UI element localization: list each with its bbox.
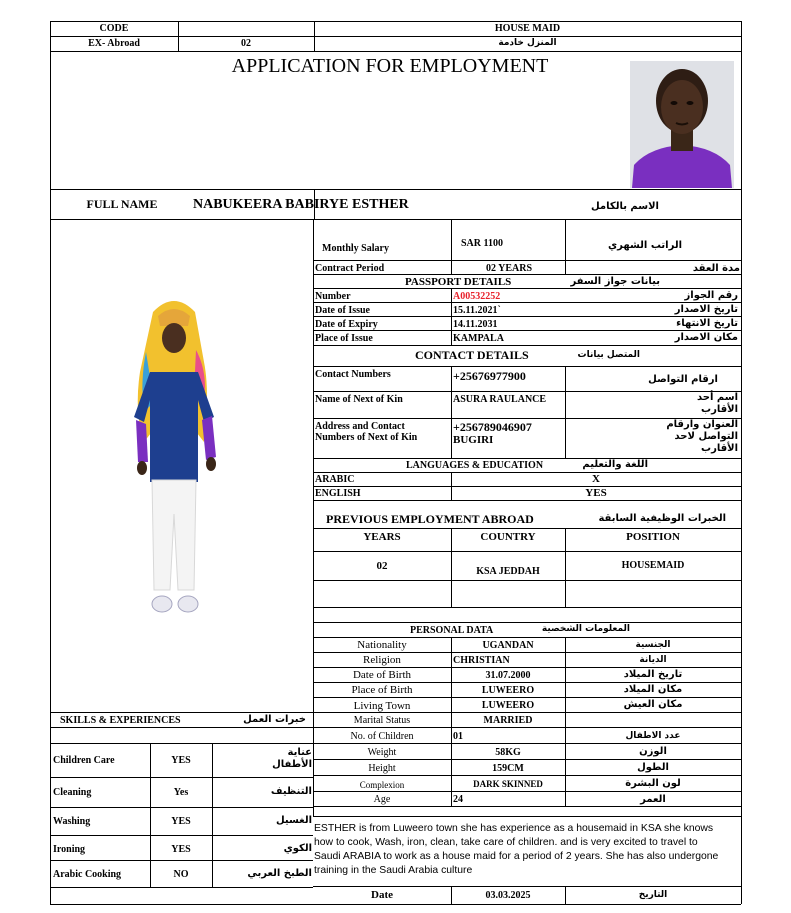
contract-period-ar: مدة العقد	[692, 263, 740, 274]
dob-ar: تاريخ الميلاد	[623, 669, 683, 680]
nationality-value: UGANDAN	[482, 640, 534, 651]
skill-washing-value: YES	[171, 816, 191, 827]
next-of-kin-value: ASURA RAULANCE	[453, 394, 547, 405]
salary-value: SAR 1100	[461, 238, 503, 249]
living-town-label: Living Town	[353, 700, 411, 712]
employment-position: HOUSEMAID	[621, 560, 685, 571]
issue-place-value: KAMPALA	[453, 333, 504, 344]
kin-phone-value: +256789046907	[453, 420, 532, 434]
contact-title: CONTACT DETAILS	[415, 348, 529, 362]
weight-label: Weight	[367, 747, 397, 758]
skills-title: SKILLS & EXPERIENCES	[60, 715, 181, 726]
language-english-value: YES	[585, 487, 607, 499]
passport-number-ar: رقم الجواز	[684, 290, 738, 301]
passport-number-label: Number	[315, 291, 351, 302]
code-type: EX- Abroad	[88, 38, 140, 49]
date-value: 03.03.2025	[485, 890, 531, 901]
religion-value: CHRISTIAN	[453, 655, 510, 666]
address-ar-2: التواصل لاحد	[674, 431, 738, 442]
pob-ar: مكان الميلاد	[623, 684, 683, 695]
full-name-value: NABUKEERA BABIRYE ESTHER	[193, 197, 409, 212]
language-arabic-label: ARABIC	[315, 474, 355, 485]
salary-ar: الراتب الشهري	[608, 240, 682, 251]
address-label-2: Numbers of Next of Kin	[315, 432, 418, 443]
children-value: 01	[453, 731, 463, 742]
position-ar: المنزل خادمة	[498, 38, 557, 48]
height-ar: الطول	[637, 762, 669, 773]
skill-children-care-value: YES	[171, 755, 191, 766]
employment-years: 02	[376, 560, 388, 572]
pob-label: Place of Birth	[351, 684, 413, 696]
skill-children-care-label: Children Care	[53, 755, 115, 766]
date-ar: التاريخ	[638, 890, 668, 900]
complexion-value: DARK SKINNED	[473, 779, 543, 789]
employment-country: KSA JEDDAH	[476, 566, 540, 577]
date-label: Date	[371, 889, 393, 901]
personal-title-ar: المعلومات الشخصية	[541, 624, 630, 634]
position-en: HOUSE MAID	[494, 23, 561, 34]
contract-period-value: 02 YEARS	[486, 263, 533, 274]
skills-title-ar: خبرات العمل	[243, 714, 306, 725]
full-name-label: FULL NAME	[86, 197, 158, 211]
address-ar-1: العنوان وارقام	[666, 419, 738, 430]
height-label: Height	[368, 763, 396, 774]
contact-title-ar: المتصل بيانات	[577, 350, 640, 360]
expiry-date-ar: تاريخ الانتهاء	[676, 318, 738, 329]
issue-place-ar: مكان الاصدار	[674, 332, 738, 343]
remarks-line-1: ESTHER is from Luweero town she has experience as a housemaid in KSA she knows	[314, 823, 714, 834]
children-label: No. of Children	[350, 731, 414, 742]
children-ar: عدد الاطفال	[625, 731, 681, 741]
nationality-label: Nationality	[357, 639, 407, 651]
skill-children-care-ar: عناية	[287, 747, 312, 758]
skill-arabic-cooking-label: Arabic Cooking	[53, 869, 122, 880]
living-town-ar: مكان العيش	[623, 699, 683, 710]
expiry-date-value: 14.11.2031	[453, 319, 498, 330]
skill-arabic-cooking-value: NO	[173, 869, 189, 880]
complexion-ar: لون البشرة	[625, 778, 681, 789]
applicant-full-body-photo	[118, 292, 230, 618]
issue-date-label: Date of Issue	[315, 305, 370, 316]
contact-numbers-ar: ارقام التواصل	[648, 374, 718, 385]
next-of-kin-ar-2: الأقارب	[701, 404, 738, 415]
marital-status-value: MARRIED	[483, 715, 533, 726]
address-ar-3: الأقارب	[701, 443, 738, 454]
nationality-ar: الجنسية	[635, 640, 671, 650]
col-position: POSITION	[626, 531, 680, 543]
salary-label: Monthly Salary	[322, 243, 389, 254]
skill-cleaning-ar: التنظيف	[270, 786, 312, 797]
religion-ar: الديانة	[639, 655, 667, 665]
contact-numbers-label: Contact Numbers	[315, 369, 391, 380]
expiry-date-label: Date of Expiry	[315, 319, 378, 330]
passport-number-value: A00532252	[453, 291, 501, 302]
code-value: 02	[241, 38, 251, 49]
contact-numbers-value: +25676977900	[453, 369, 526, 383]
issue-date-ar: تاريخ الاصدار	[674, 304, 738, 315]
dob-label: Date of Birth	[352, 669, 412, 681]
employment-title: PREVIOUS EMPLOYMENT ABROAD	[326, 512, 534, 526]
applicant-headshot	[630, 61, 734, 188]
contract-period-label: Contract Period	[315, 263, 385, 274]
col-years: YEARS	[363, 531, 401, 543]
dob-value: 31.07.2000	[485, 670, 531, 681]
passport-title: PASSPORT DETAILS	[405, 276, 512, 288]
kin-address-value: BUGIRI	[453, 434, 494, 446]
age-ar: العمر	[640, 794, 666, 805]
skill-children-care-ar-2: الأطفال	[272, 759, 312, 770]
employment-title-ar: الخبرات الوظيفية السابقة	[598, 513, 726, 524]
weight-ar: الوزن	[639, 746, 667, 757]
living-town-value: LUWEERO	[481, 700, 535, 711]
weight-value: 58KG	[495, 747, 521, 758]
age-value: 24	[453, 794, 463, 805]
remarks-line-4: training in the Saudi Arabia culture	[314, 865, 473, 876]
skill-washing-ar: الغسيل	[275, 815, 312, 826]
issue-place-label: Place of Issue	[315, 333, 373, 344]
language-english-label: ENGLISH	[315, 488, 361, 499]
skill-arabic-cooking-ar: الطبخ العربي	[247, 868, 312, 879]
marital-status-label: Marital Status	[353, 715, 411, 726]
pob-value: LUWEERO	[481, 685, 535, 696]
next-of-kin-ar-1: اسم أحد	[697, 392, 738, 403]
passport-title-ar: بيانات جواز السفر	[570, 276, 660, 287]
code-label: CODE	[99, 23, 129, 34]
next-of-kin-label: Name of Next of Kin	[315, 394, 403, 405]
languages-title-ar: اللغة والتعليم	[582, 459, 648, 470]
complexion-label: Complexion	[359, 780, 405, 790]
skill-ironing-label: Ironing	[53, 844, 86, 855]
language-arabic-value: X	[592, 473, 600, 485]
skill-ironing-ar: الكوي	[283, 843, 312, 854]
full-name-ar: الاسم بالكامل	[591, 201, 659, 212]
remarks-line-3: Saudi ARABIA to work as a house maid for a period of 2 years. She has also undergone	[314, 851, 719, 862]
skill-washing-label: Washing	[53, 816, 91, 827]
skill-cleaning-label: Cleaning	[53, 787, 92, 798]
issue-date-value: 15.11.2021`	[453, 305, 501, 316]
religion-label: Religion	[363, 654, 401, 666]
personal-title: PERSONAL DATA	[410, 625, 494, 636]
age-label: Age	[373, 794, 391, 805]
col-country: COUNTRY	[480, 531, 536, 543]
skill-cleaning-value: Yes	[173, 787, 189, 798]
skill-ironing-value: YES	[171, 844, 191, 855]
page-title: APPLICATION FOR EMPLOYMENT	[231, 55, 549, 77]
languages-title: LANGUAGES & EDUCATION	[406, 460, 544, 471]
height-value: 159CM	[492, 763, 524, 774]
remarks-line-2: how to cook, Wash, iron, clean, take care of children. and is very excited to travel to	[314, 837, 698, 848]
address-label-1: Address and Contact	[315, 421, 405, 432]
